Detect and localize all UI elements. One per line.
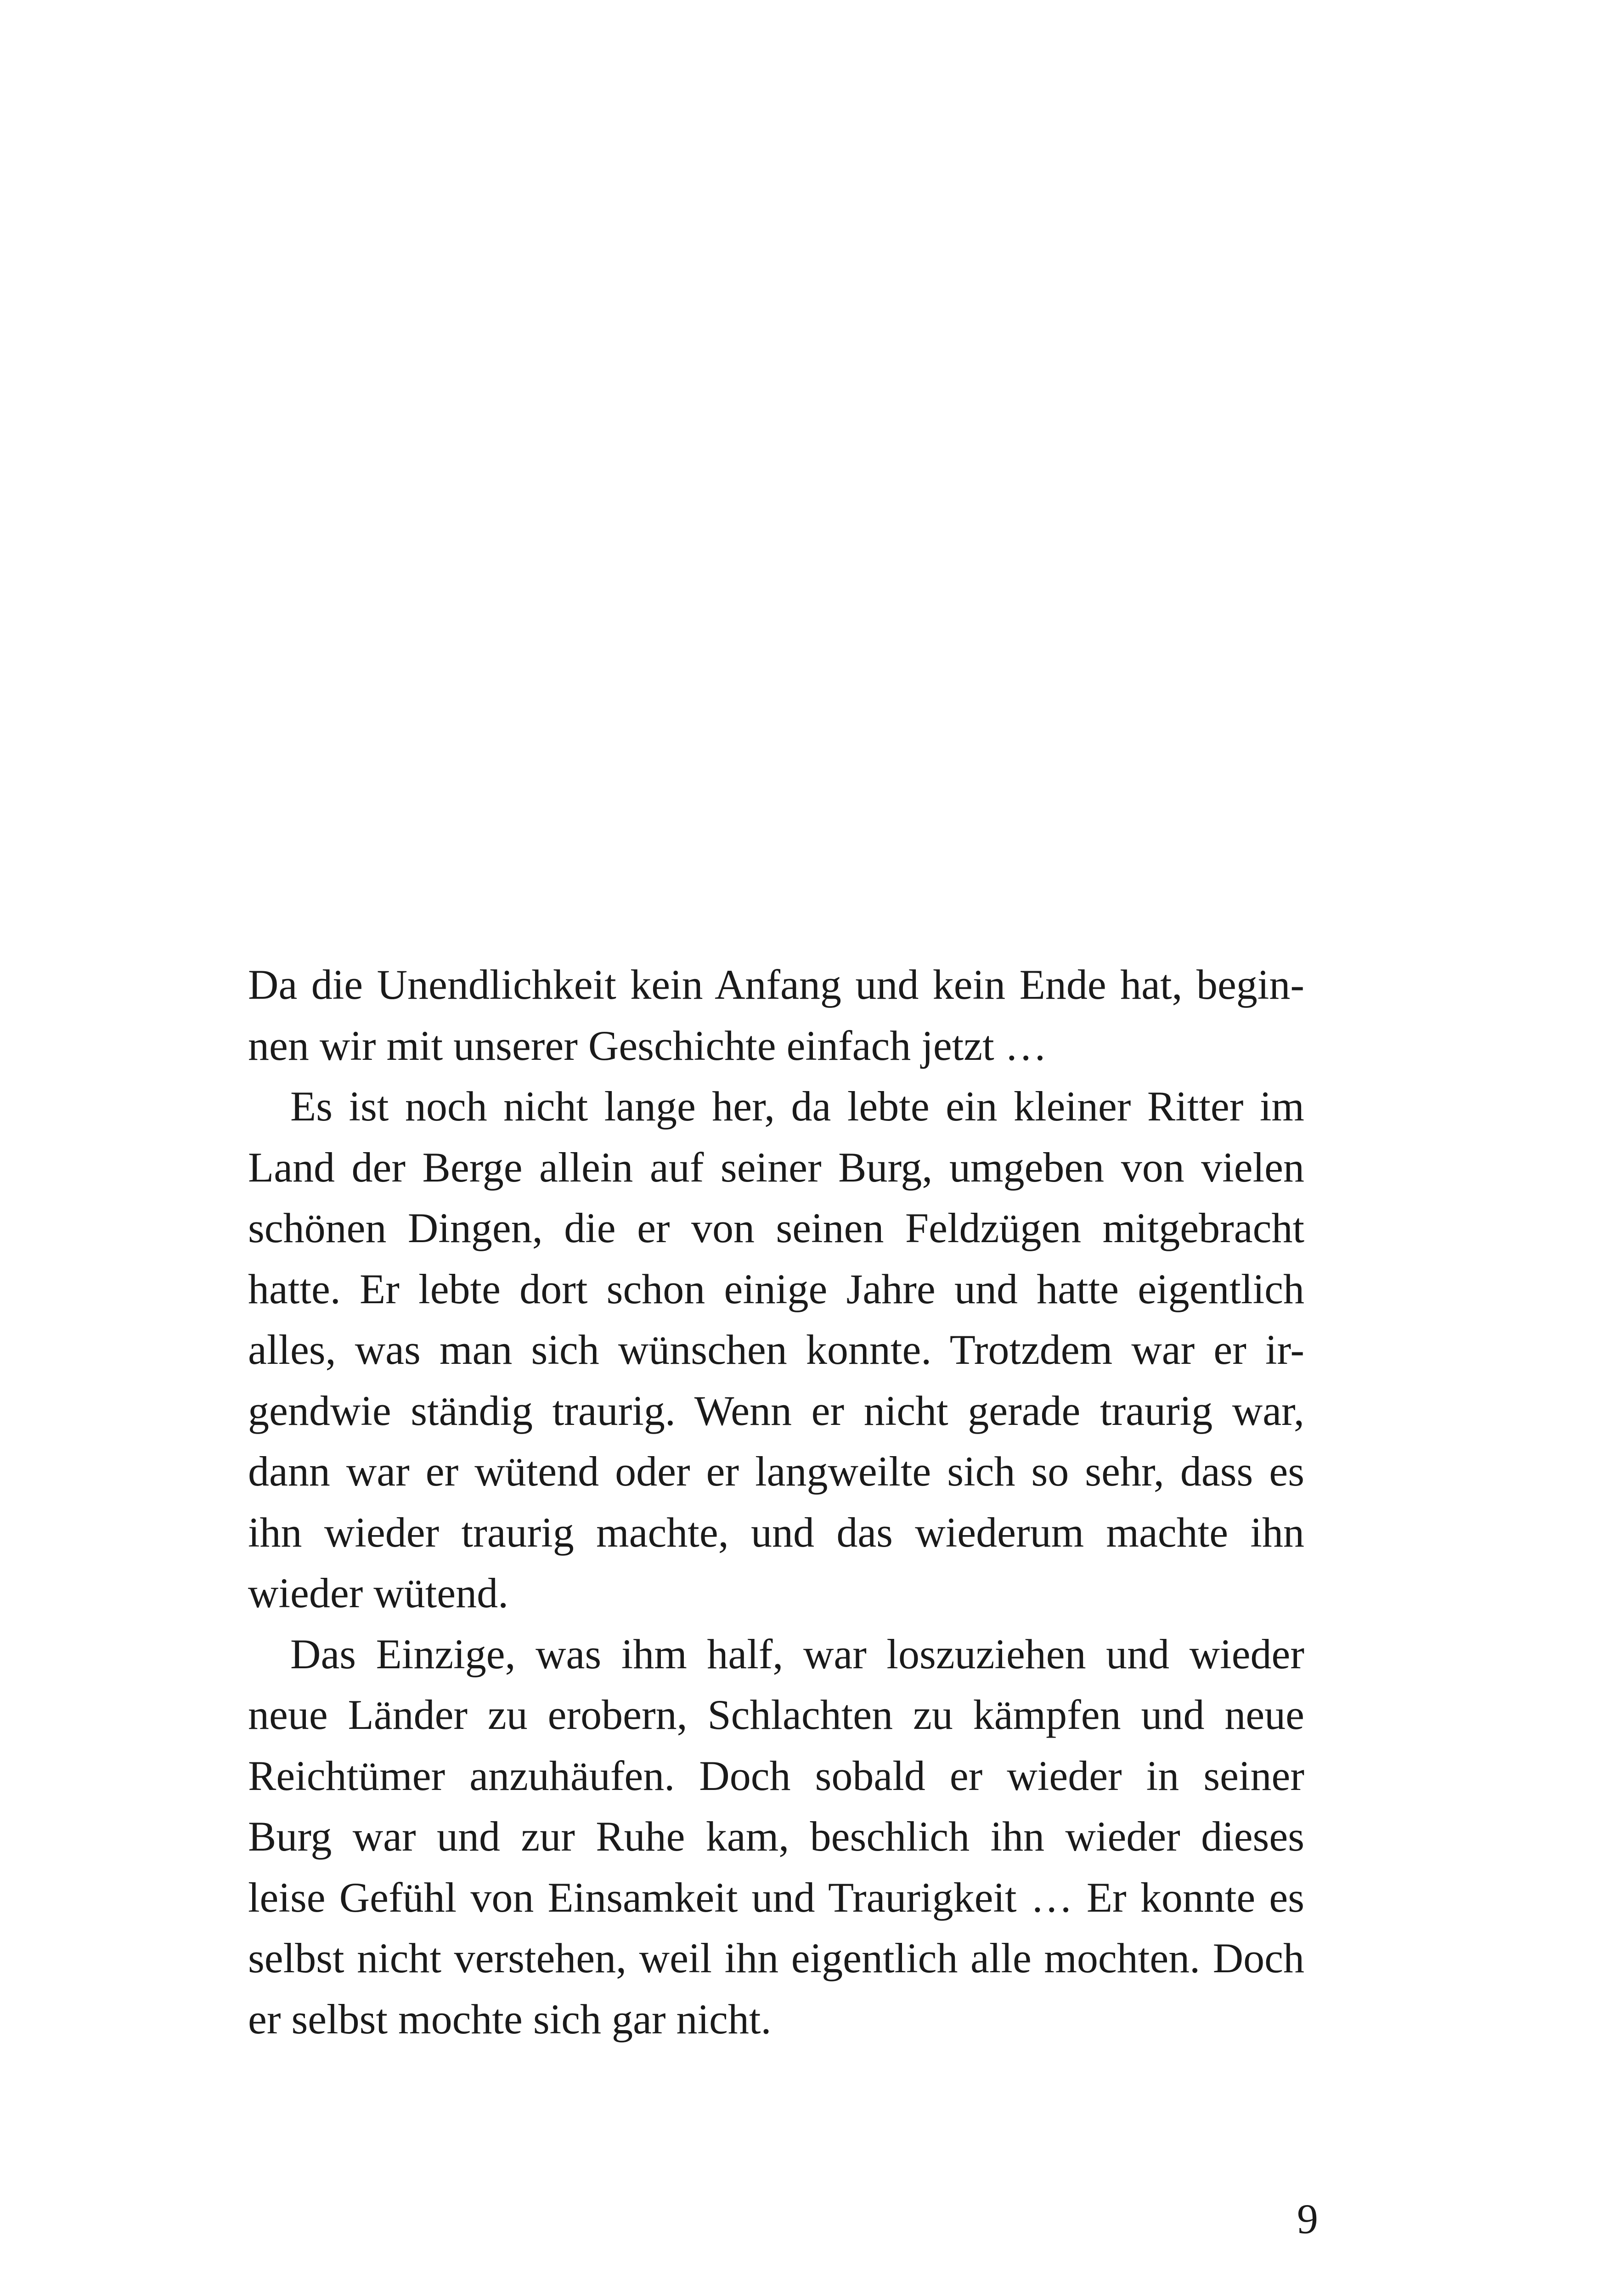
text-line: Reichtümer anzuhäufen. Doch sobald er wieder in seiner — [248, 1752, 1304, 1799]
text-line: leise Gefühl von Einsamkeit und Traurigkeit … Er konnte es — [248, 1874, 1304, 1921]
text-line: Da die Unendlichkeit kein Anfang und kein Ende hat, begin- — [248, 961, 1304, 1008]
text-line: schönen Dingen, die er von seinen Feldzügen mitgebracht — [248, 1204, 1304, 1251]
text-line: hatte. Er lebte dort schon einige Jahre und hatte eigentlich — [248, 1265, 1304, 1312]
text-line: dann war er wütend oder er langweilte sich so sehr, dass es — [248, 1448, 1304, 1495]
text-line: er selbst mochte sich gar nicht. — [248, 1995, 772, 2043]
text-line: wieder wütend. — [248, 1570, 509, 1616]
text-line: alles, was man sich wünschen konnte. Trotzdem war er ir- — [248, 1326, 1304, 1373]
text-line: nen wir mit unserer Geschichte einfach jetzt … — [248, 1022, 1047, 1069]
text-line: Das Einzige, was ihm half, war loszuziehen und wieder — [290, 1630, 1304, 1677]
text-line: gendwie ständig traurig. Wenn er nicht gerade traurig war, — [248, 1387, 1304, 1434]
paragraph-1 — [248, 954, 1304, 1076]
text-line: Burg war und zur Ruhe kam, beschlich ihn wieder dieses — [248, 1813, 1304, 1860]
text-line: neue Länder zu erobern, Schlachten zu kämpfen und neue — [248, 1691, 1304, 1738]
text-line: selbst nicht verstehen, weil ihn eigentlich alle mochten. Doch — [248, 1935, 1304, 1981]
paragraph-3 — [248, 1624, 1304, 2050]
paragraph-2 — [248, 1076, 1304, 1624]
text-line: Land der Berge allein auf seiner Burg, umgeben von vielen — [248, 1143, 1304, 1191]
text-line: ihn wieder traurig machte, und das wiederum machte ihn — [248, 1508, 1304, 1556]
page-number: 9 — [1297, 2195, 1318, 2242]
text-line: Es ist noch nicht lange her, da lebte ein kleiner Ritter im — [290, 1083, 1304, 1130]
body-text — [248, 954, 1304, 2049]
